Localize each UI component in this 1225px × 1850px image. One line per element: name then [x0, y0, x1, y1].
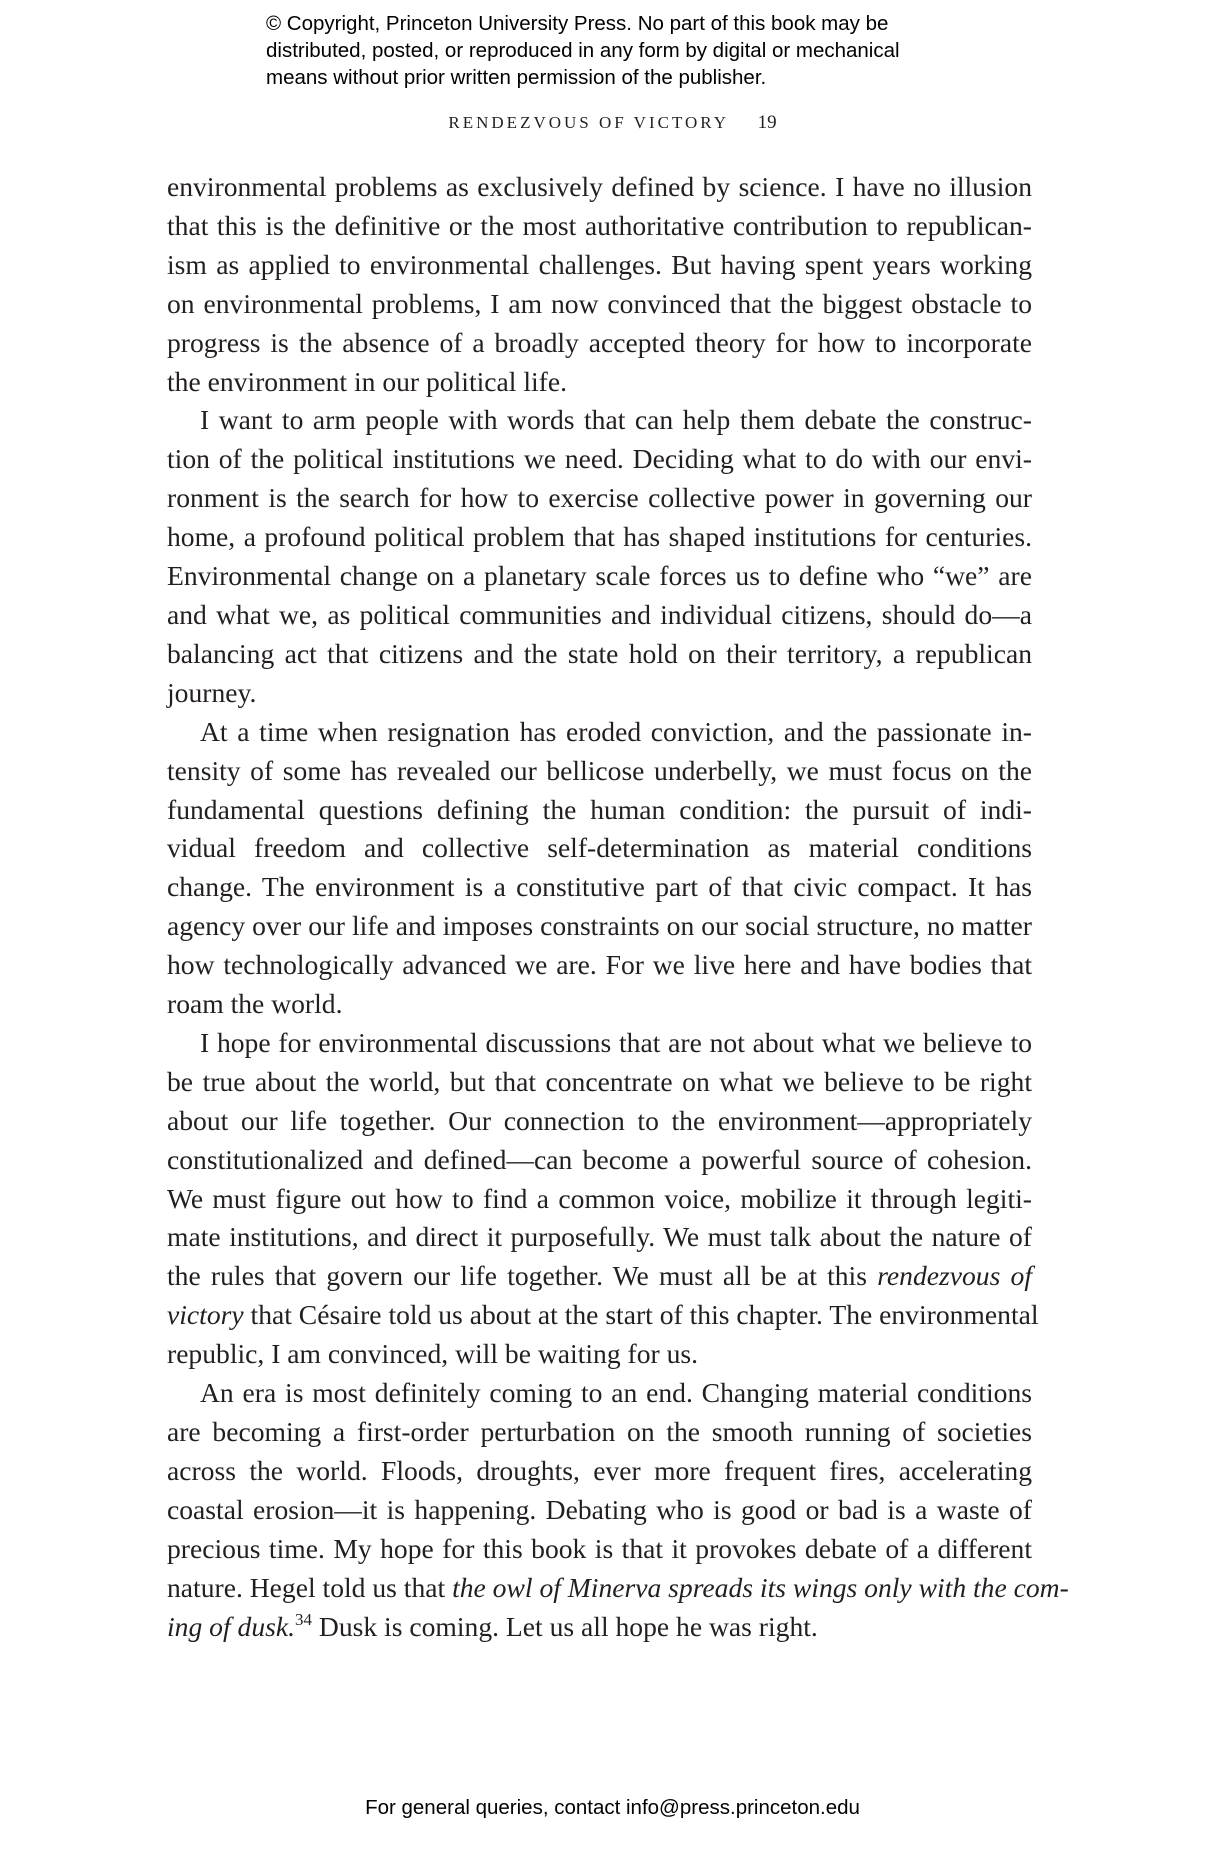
text-line [167, 1452, 1032, 1491]
text-segment: home, a profound political problem that has shaped institutions for centuries. [167, 521, 1032, 553]
text-line [167, 363, 1032, 402]
text-line [167, 518, 1032, 557]
text-segment: vidual freedom and collective self-determination as material conditions [167, 832, 1032, 864]
text-line [167, 479, 1032, 518]
text-segment: across the world. Floods, droughts, ever more frequent fires, accelerating [167, 1454, 1032, 1486]
text-segment: balancing act that citizens and the state hold on their territory, a republican [167, 637, 1032, 669]
italic-text: ing of dusk. [167, 1610, 295, 1642]
page-number: 19 [757, 112, 777, 133]
text-line [167, 674, 1032, 713]
text-line [167, 1063, 1032, 1102]
text-line [167, 985, 1032, 1024]
italic-text: rendezvous of [877, 1260, 1032, 1292]
running-head [0, 112, 1225, 134]
text-segment: precious time. My hope for this book is that it provokes debate of a different [167, 1532, 1032, 1564]
copyright-line: © Copyright, Princeton University Press. No part of this book may be [266, 12, 889, 35]
text-segment: on environmental problems, I am now convinced that the biggest obstacle to [167, 287, 1032, 319]
text-segment: progress is the absence of a broadly accepted theory for how to incorporate [167, 326, 1032, 358]
text-line [167, 557, 1032, 596]
text-segment: tensity of some has revealed our bellicose underbelly, we must focus on the [167, 754, 1032, 786]
running-head-title: RENDEZVOUS OF VICTORY [448, 113, 729, 132]
text-segment: fundamental questions defining the human condition: the pursuit of indi- [167, 793, 1032, 825]
text-line [167, 168, 1032, 207]
text-line [167, 752, 1032, 791]
text-segment: that this is the definitive or the most authoritative contribution to republican- [167, 209, 1032, 241]
text-line [167, 596, 1032, 635]
text-segment: journey. [167, 676, 257, 708]
text-line [167, 791, 1032, 830]
text-segment: republic, I am convinced, will be waiting for us. [167, 1338, 699, 1370]
text-segment: At a time when resignation has eroded conviction, and the passionate in- [200, 715, 1032, 747]
text-segment: change. The environment is a constitutive part of that civic compact. It has [167, 871, 1032, 903]
paragraph [167, 1374, 1069, 1646]
text-line [167, 1024, 1032, 1063]
footnote-marker: 34 [295, 1609, 312, 1629]
text-segment: agency over our life and imposes constraints on our social structure, no matter [167, 910, 1032, 942]
text-line [167, 1296, 1039, 1335]
text-segment: Dusk is coming. Let us all hope he was right. [312, 1610, 818, 1642]
text-line [167, 246, 1032, 285]
text-line [167, 713, 1032, 752]
text-segment: the environment in our political life. [167, 365, 568, 397]
text-line [167, 1335, 1032, 1374]
text-segment: I want to arm people with words that can help them debate the construc- [200, 404, 1032, 436]
text-segment: how technologically advanced we are. For we live here and have bodies that [167, 949, 1032, 981]
footer-contact: For general queries, contact info@press.princeton.edu [365, 1796, 860, 1819]
text-line [167, 1569, 1069, 1608]
italic-text: the owl of Minerva spreads its wings only with the com- [452, 1571, 1069, 1603]
text-line [167, 946, 1032, 985]
text-line [167, 285, 1032, 324]
text-line [167, 401, 1032, 440]
paragraph [167, 168, 1032, 401]
text-line [167, 868, 1032, 907]
text-line [167, 1413, 1032, 1452]
text-segment: environmental problems as exclusively defined by science. I have no illusion [167, 171, 1032, 202]
text-segment: nature. Hegel told us that [167, 1571, 453, 1603]
text-line [167, 1257, 1032, 1296]
text-line [167, 829, 1032, 868]
text-line [167, 1608, 1032, 1647]
text-segment: tion of the political institutions we need. Deciding what to do with our envi- [167, 443, 1032, 475]
text-segment: I hope for environmental discussions that are not about what we believe to [200, 1026, 1032, 1058]
text-segment: the rules that govern our life together. We must all be at this [167, 1260, 878, 1292]
text-line [167, 1180, 1032, 1219]
text-segment: We must figure out how to find a common voice, mobilize it through legiti- [167, 1182, 1032, 1214]
text-segment: ism as applied to environmental challenges. But having spent years working [167, 248, 1032, 280]
text-segment: mate institutions, and direct it purposefully. We must talk about the nature of [167, 1221, 1032, 1253]
text-line [167, 324, 1032, 363]
copyright-notice [266, 10, 986, 91]
text-segment: about our life together. Our connection to the environment—appropriately [167, 1104, 1032, 1136]
text-line [167, 207, 1032, 246]
text-line [167, 1141, 1032, 1180]
text-line [167, 907, 1032, 946]
copyright-line: means without prior written permission of the publisher. [266, 66, 767, 89]
paragraph [167, 1024, 1039, 1374]
copyright-line: distributed, posted, or reproduced in any form by digital or mechanical [266, 39, 900, 62]
text-segment: coastal erosion—it is happening. Debating who is good or bad is a waste of [167, 1493, 1032, 1525]
body-text [167, 168, 1069, 1646]
text-segment: roam the world. [167, 988, 343, 1020]
paragraph [167, 401, 1032, 712]
text-segment: be true about the world, but that concentrate on what we believe to be right [167, 1065, 1032, 1097]
text-segment: that Césaire told us about at the start of this chapter. The environmental [243, 1299, 1039, 1331]
text-line [167, 1374, 1032, 1413]
text-segment: are becoming a first-order perturbation on the smooth running of societies [167, 1416, 1032, 1447]
italic-text: victory [167, 1299, 244, 1331]
paragraph [167, 713, 1032, 1024]
text-line [167, 1530, 1032, 1569]
text-line [167, 635, 1032, 674]
text-segment: Environmental change on a planetary scale forces us to define who “we” are [167, 560, 1032, 592]
text-segment: ronment is the search for how to exercise collective power in governing our [167, 482, 1032, 514]
text-segment: An era is most definitely coming to an end. Changing material conditions [200, 1377, 1032, 1409]
text-line [167, 1491, 1032, 1530]
text-line [167, 440, 1032, 479]
text-line [167, 1102, 1032, 1141]
text-segment: and what we, as political communities and individual citizens, should do—a [167, 598, 1032, 630]
text-segment: constitutionalized and defined—can become a powerful source of cohesion. [167, 1143, 1032, 1175]
text-line [167, 1218, 1032, 1257]
